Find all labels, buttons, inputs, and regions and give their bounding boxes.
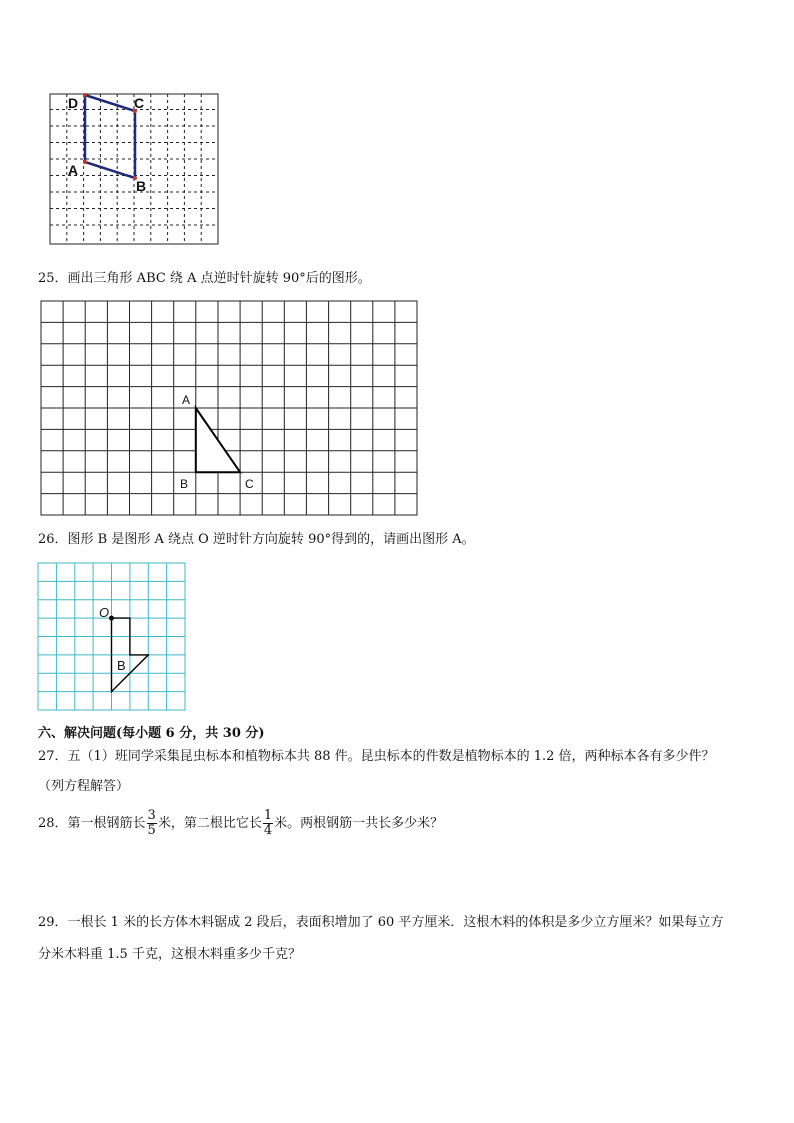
- section-title: 六、解决问题(每小题 6 分，共 30 分): [38, 726, 265, 741]
- question-29-line2: 分米木料重 1.5 千克，这根木料重多少千克？: [38, 947, 301, 962]
- point-d: [83, 93, 87, 97]
- label-b: B: [136, 178, 147, 194]
- question-29-line1: 29．一根长 1 米的长方体木料锯成 2 段后，表面积增加了 60 平方厘米．这根木料的体积是多少立方厘米？如果每立方: [38, 915, 724, 930]
- point-a: [83, 160, 87, 164]
- solid-grid: [41, 301, 417, 515]
- q28-part1: 28．第一根钢筋长: [38, 816, 146, 831]
- question-27-line1: 27．五（1）班同学采集昆虫标本和植物标本共 88 件。昆虫标本的件数是植物标本的 1.2 倍，两种标本各有多少件？: [38, 749, 715, 764]
- fraction-three-fifths: [147, 809, 157, 838]
- label-c: C: [245, 477, 254, 491]
- rotation-grid-figure: [37, 562, 187, 712]
- question-26: 26．图形 B 是图形 A 绕点 O 逆时针方向旋转 90°得到的，请画出图形 A。: [38, 532, 475, 547]
- label-c: C: [134, 95, 145, 111]
- frac1-denominator: 5: [147, 823, 156, 838]
- parallelogram-abcd: [85, 95, 135, 178]
- question-27-line2: （列方程解答）: [38, 779, 130, 794]
- q28-part3: 米。两根钢筋一共长多少米？: [274, 816, 444, 831]
- label-d: D: [68, 95, 79, 111]
- frac2-numerator: 1: [263, 808, 273, 823]
- label-b: B: [180, 477, 189, 491]
- parallelogram-grid-figure: [48, 92, 220, 248]
- label-o: O: [99, 605, 110, 620]
- triangle-grid-figure: [40, 300, 420, 518]
- frac1-numerator: 3: [147, 808, 156, 823]
- label-a: A: [68, 162, 79, 178]
- question-28: [38, 804, 443, 844]
- fraction-one-quarter: [263, 809, 273, 838]
- q28-part2: 米，第二根比它长: [157, 816, 262, 831]
- label-a: A: [182, 393, 191, 407]
- frac2-denominator: 4: [263, 823, 273, 838]
- question-25: 25．画出三角形 ABC 绕 A 点逆时针旋转 90°后的图形。: [38, 271, 371, 286]
- label-b: B: [117, 658, 126, 673]
- point-o: [109, 616, 114, 621]
